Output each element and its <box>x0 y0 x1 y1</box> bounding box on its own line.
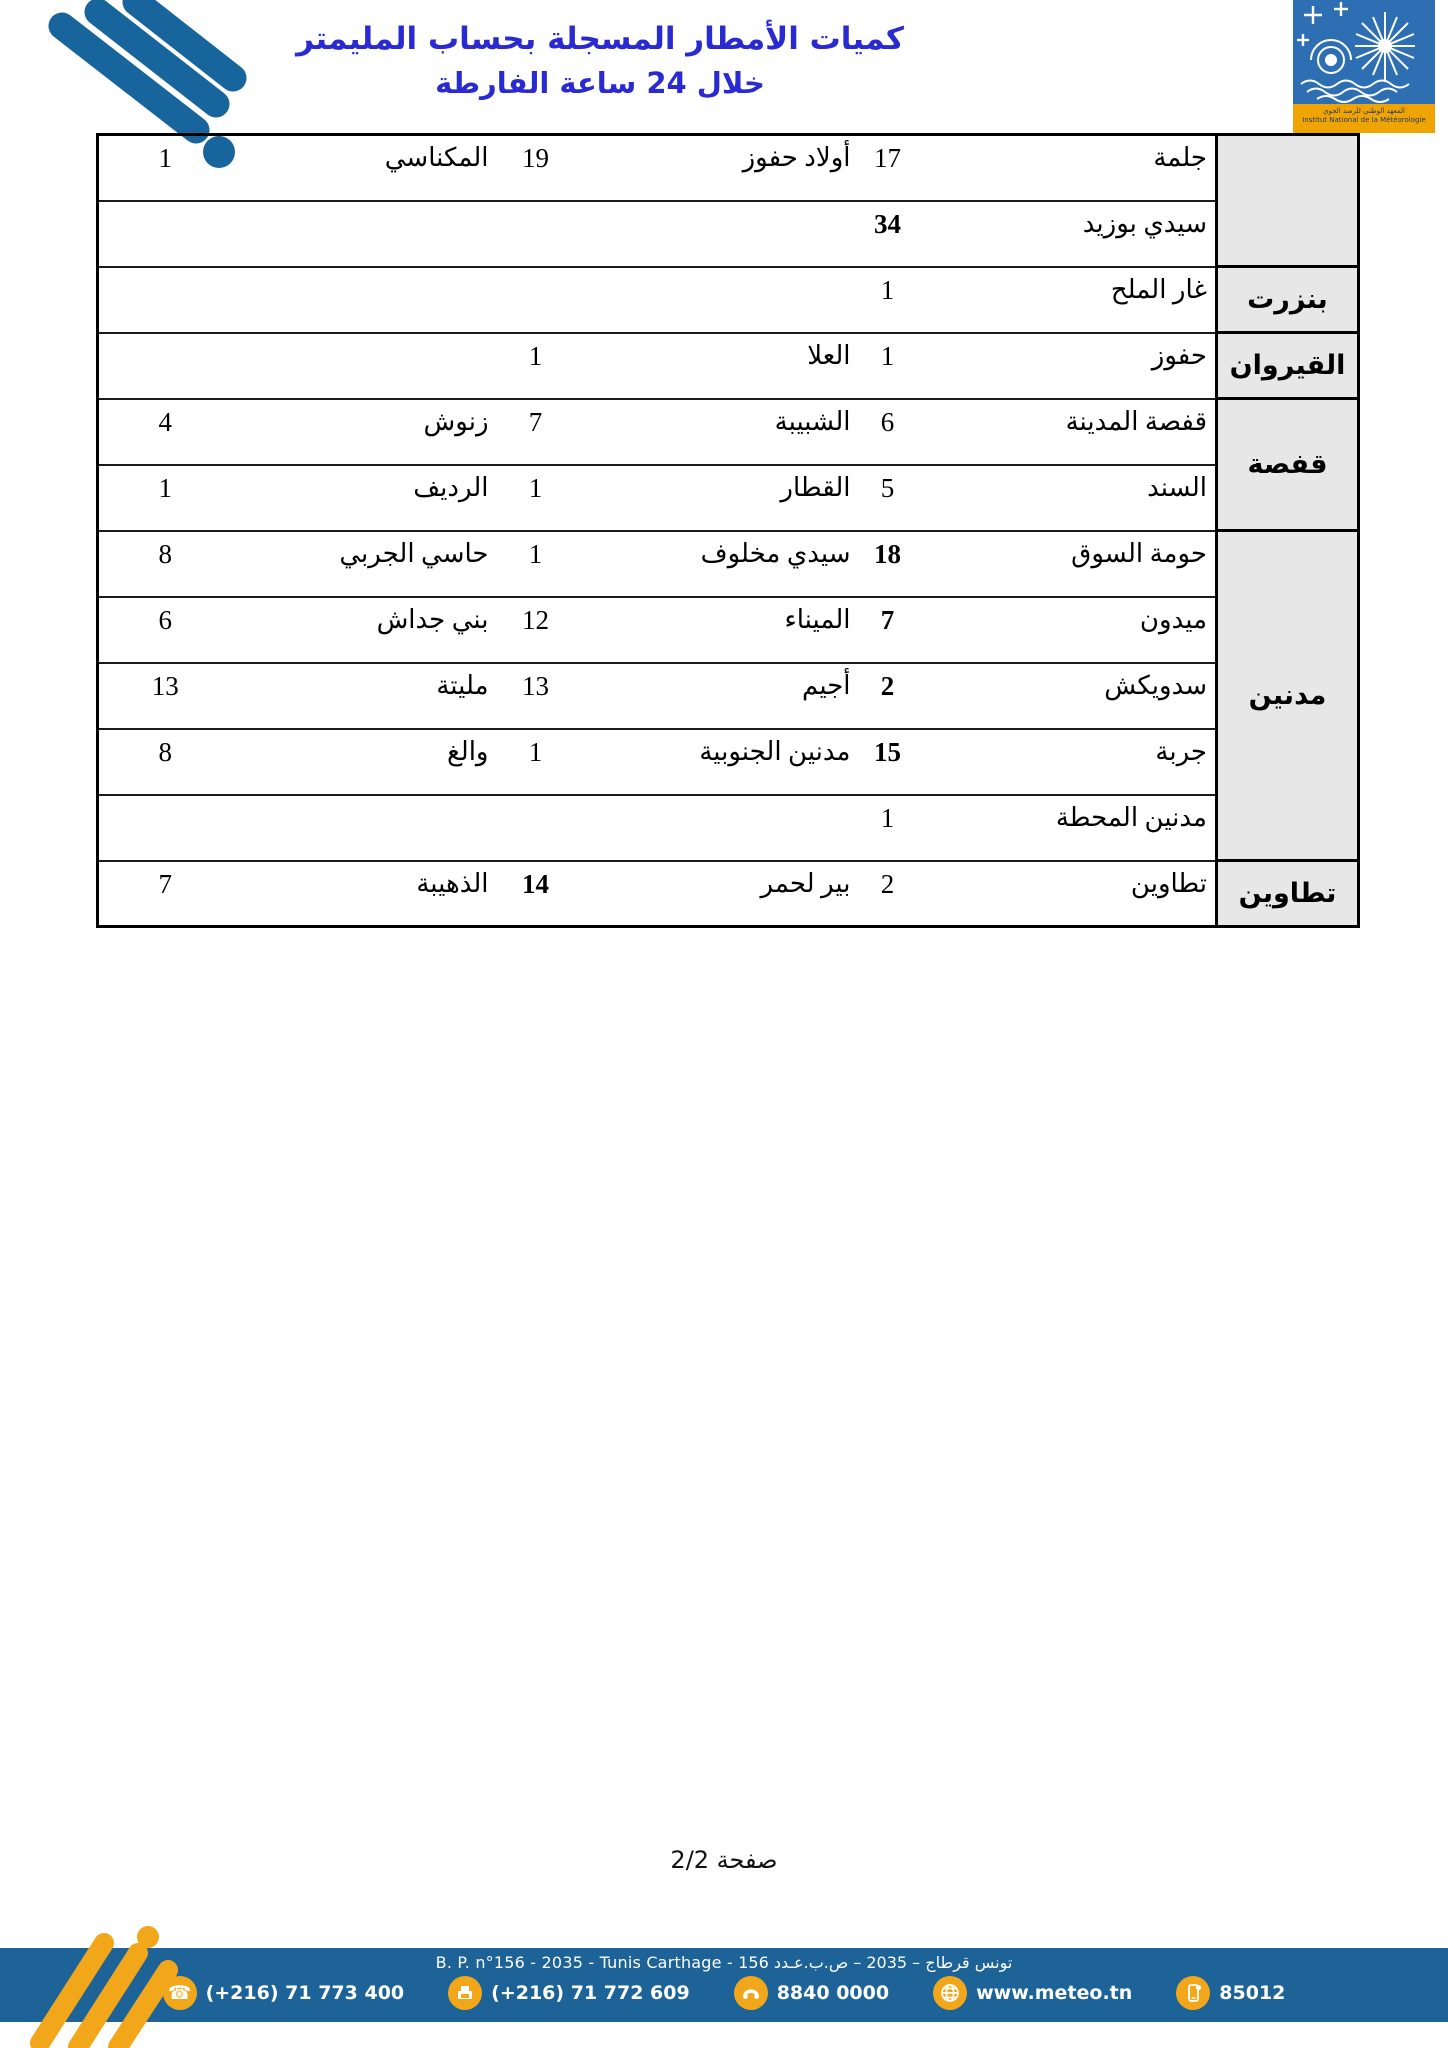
station-name: الرديف <box>232 465 497 531</box>
station-value: 1 <box>859 795 917 861</box>
station-name: حاسي الجربي <box>232 531 497 597</box>
station-value: 17 <box>859 135 917 201</box>
station-value: 19 <box>497 135 575 201</box>
title-line-1: كميات الأمطار المسجلة بحساب المليمتر <box>296 21 904 57</box>
footer-contacts <box>0 1976 1448 2010</box>
station-value: 1 <box>497 465 575 531</box>
contact-phone-number: (+216) 71 773 400 <box>205 1982 405 2004</box>
gov-cell-tataouine: تطاوين <box>1217 861 1359 927</box>
inm-logo-caption <box>1293 104 1435 133</box>
station-name <box>575 267 859 333</box>
inm-caption-french: Institut National de la Météorologie <box>1302 116 1426 124</box>
table-row <box>98 729 1359 795</box>
station-value: 18 <box>859 531 917 597</box>
gov-cell-bizerte: بنزرت <box>1217 267 1359 333</box>
station-name: مدنين المحطة <box>917 795 1217 861</box>
footer-stripes-icon <box>26 1925 216 2048</box>
station-value: 1 <box>98 135 232 201</box>
fax-icon <box>448 1976 482 2010</box>
station-value: 4 <box>98 399 232 465</box>
station-name: جلمة <box>917 135 1217 201</box>
inm-logo <box>1293 0 1435 133</box>
station-name: الذهيبة <box>232 861 497 927</box>
contact-sms <box>1176 1976 1285 2010</box>
station-name: القطار <box>575 465 859 531</box>
station-name: مليتة <box>232 663 497 729</box>
station-name: السند <box>917 465 1217 531</box>
contact-hotline-number: 8840 0000 <box>776 1982 890 2004</box>
contact-website-url[interactable]: www.meteo.tn <box>976 1982 1133 2004</box>
station-value: 8 <box>98 531 232 597</box>
table-row <box>98 465 1359 531</box>
station-value <box>98 795 232 861</box>
station-name: حومة السوق <box>917 531 1217 597</box>
station-value: 13 <box>98 663 232 729</box>
globe-icon <box>933 1976 967 2010</box>
page-title <box>280 16 920 104</box>
station-value: 5 <box>859 465 917 531</box>
station-value: 1 <box>497 333 575 399</box>
table-row <box>98 333 1359 399</box>
station-name: أولاد حفوز <box>575 135 859 201</box>
station-name: بني جداش <box>232 597 497 663</box>
contact-hotline <box>734 1976 889 2010</box>
station-name: سدويكش <box>917 663 1217 729</box>
inm-caption-arabic: المعهد الوطني للرصد الجوي <box>1323 107 1405 115</box>
station-name: زنوش <box>232 399 497 465</box>
title-line-2: خلال 24 ساعة الفارطة <box>435 66 765 100</box>
station-value: 2 <box>859 663 917 729</box>
table-row <box>98 201 1359 267</box>
station-name <box>232 795 497 861</box>
station-name: قفصة المدينة <box>917 399 1217 465</box>
table-row <box>98 597 1359 663</box>
station-value: 8 <box>98 729 232 795</box>
inm-emblem-icon <box>1293 0 1435 104</box>
station-value: 6 <box>98 597 232 663</box>
station-name: غار الملح <box>917 267 1217 333</box>
station-name <box>575 201 859 267</box>
table-row <box>98 135 1359 201</box>
table-row <box>98 267 1359 333</box>
station-value: 1 <box>859 333 917 399</box>
station-value: 1 <box>98 465 232 531</box>
page-number: صفحة 2/2 <box>670 1846 778 1874</box>
station-value <box>497 795 575 861</box>
station-value: 1 <box>497 531 575 597</box>
station-name: المكناسي <box>232 135 497 201</box>
station-value: 7 <box>859 597 917 663</box>
handset-icon <box>734 1976 768 2010</box>
rainfall-table <box>96 133 1360 928</box>
station-name: حفوز <box>917 333 1217 399</box>
station-value <box>497 267 575 333</box>
contact-website <box>933 1976 1132 2010</box>
station-name: بير لحمر <box>575 861 859 927</box>
station-value: 15 <box>859 729 917 795</box>
contact-fax <box>448 1976 690 2010</box>
station-value: 7 <box>98 861 232 927</box>
footer-bar <box>0 1948 1448 2022</box>
telephone-icon: ☎ <box>163 1976 197 2010</box>
table-row <box>98 399 1359 465</box>
station-name: سيدي مخلوف <box>575 531 859 597</box>
station-value: 14 <box>497 861 575 927</box>
station-value: 1 <box>497 729 575 795</box>
gov-cell-gafsa: قفصة <box>1217 399 1359 531</box>
table-row <box>98 663 1359 729</box>
station-value <box>98 333 232 399</box>
gov-cell-medenine: مدنين <box>1217 531 1359 861</box>
station-name <box>575 795 859 861</box>
station-value: 7 <box>497 399 575 465</box>
station-value: 13 <box>497 663 575 729</box>
station-name: الميناء <box>575 597 859 663</box>
station-name <box>232 333 497 399</box>
table-row <box>98 795 1359 861</box>
station-name: جربة <box>917 729 1217 795</box>
station-value: 6 <box>859 399 917 465</box>
station-name: تطاوين <box>917 861 1217 927</box>
station-name: مدنين الجنوبية <box>575 729 859 795</box>
station-name: الشبيبة <box>575 399 859 465</box>
station-name: العلا <box>575 333 859 399</box>
station-name: ميدون <box>917 597 1217 663</box>
table-row <box>98 861 1359 927</box>
mobile-icon <box>1176 1976 1210 2010</box>
station-name <box>232 201 497 267</box>
table-row <box>98 531 1359 597</box>
station-value: 12 <box>497 597 575 663</box>
station-value: 34 <box>859 201 917 267</box>
station-value: 1 <box>859 267 917 333</box>
footer-address: B. P. n°156 - 2035 - Tunis Carthage - تونس قرطاج – 2035 – ص.ب.عـدد 156 <box>435 1953 1013 1972</box>
station-value: 2 <box>859 861 917 927</box>
gov-cell-continued <box>1217 135 1359 267</box>
contact-sms-number: 85012 <box>1219 1982 1286 2004</box>
station-value <box>98 201 232 267</box>
contact-fax-number: (+216) 71 772 609 <box>491 1982 690 2004</box>
station-name: سيدي بوزيد <box>917 201 1217 267</box>
station-value <box>497 201 575 267</box>
station-name: أجيم <box>575 663 859 729</box>
station-value <box>98 267 232 333</box>
station-name <box>232 267 497 333</box>
station-name: والغ <box>232 729 497 795</box>
gov-cell-kairouan: القيروان <box>1217 333 1359 399</box>
